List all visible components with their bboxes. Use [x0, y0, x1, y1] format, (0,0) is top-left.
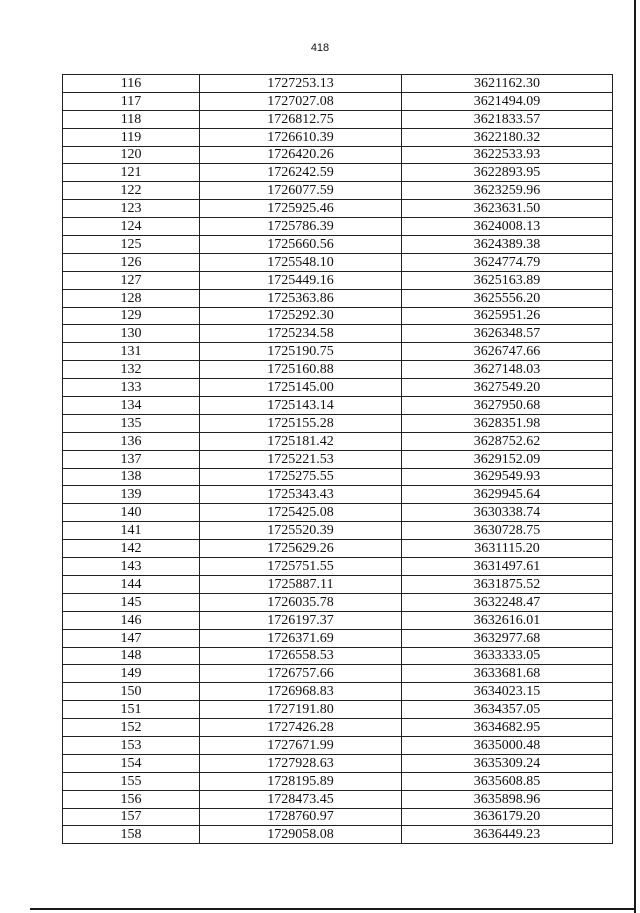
table-row [63, 110, 613, 128]
table-row [63, 397, 613, 415]
point-number-cell: 147 [63, 629, 200, 647]
x-coordinate-cell: 1725221.53 [200, 450, 402, 468]
y-coordinate-cell: 3621162.30 [402, 75, 613, 93]
point-number-cell: 138 [63, 468, 200, 486]
page-edge-bottom [30, 908, 636, 910]
table-row [63, 361, 613, 379]
x-coordinate-cell: 1726035.78 [200, 593, 402, 611]
table-row [63, 128, 613, 146]
y-coordinate-cell: 3625556.20 [402, 289, 613, 307]
y-coordinate-cell: 3632616.01 [402, 611, 613, 629]
point-number-cell: 121 [63, 164, 200, 182]
table-row [63, 826, 613, 844]
table-row [63, 146, 613, 164]
x-coordinate-cell: 1725343.43 [200, 486, 402, 504]
point-number-cell: 149 [63, 665, 200, 683]
x-coordinate-cell: 1725275.55 [200, 468, 402, 486]
y-coordinate-cell: 3627950.68 [402, 397, 613, 415]
y-coordinate-cell: 3624774.79 [402, 253, 613, 271]
point-number-cell: 124 [63, 218, 200, 236]
x-coordinate-cell: 1725160.88 [200, 361, 402, 379]
table-row [63, 164, 613, 182]
y-coordinate-cell: 3623259.96 [402, 182, 613, 200]
y-coordinate-cell: 3630728.75 [402, 522, 613, 540]
point-number-cell: 125 [63, 236, 200, 254]
table-row [63, 75, 613, 93]
coordinates-table-body [63, 75, 613, 844]
y-coordinate-cell: 3633681.68 [402, 665, 613, 683]
x-coordinate-cell: 1725181.42 [200, 432, 402, 450]
table-row [63, 236, 613, 254]
y-coordinate-cell: 3627549.20 [402, 379, 613, 397]
table-row [63, 253, 613, 271]
y-coordinate-cell: 3623631.50 [402, 200, 613, 218]
x-coordinate-cell: 1726757.66 [200, 665, 402, 683]
y-coordinate-cell: 3635309.24 [402, 754, 613, 772]
x-coordinate-cell: 1725292.30 [200, 307, 402, 325]
point-number-cell: 130 [63, 325, 200, 343]
table-row [63, 665, 613, 683]
table-row [63, 307, 613, 325]
y-coordinate-cell: 3634682.95 [402, 719, 613, 737]
x-coordinate-cell: 1727928.63 [200, 754, 402, 772]
point-number-cell: 143 [63, 558, 200, 576]
point-number-cell: 139 [63, 486, 200, 504]
y-coordinate-cell: 3630338.74 [402, 504, 613, 522]
point-number-cell: 145 [63, 593, 200, 611]
point-number-cell: 140 [63, 504, 200, 522]
table-row [63, 182, 613, 200]
table-row [63, 343, 613, 361]
point-number-cell: 156 [63, 790, 200, 808]
point-number-cell: 117 [63, 92, 200, 110]
x-coordinate-cell: 1726968.83 [200, 683, 402, 701]
point-number-cell: 144 [63, 575, 200, 593]
x-coordinate-cell: 1726420.26 [200, 146, 402, 164]
point-number-cell: 157 [63, 808, 200, 826]
table-row [63, 575, 613, 593]
table-row [63, 790, 613, 808]
x-coordinate-cell: 1725751.55 [200, 558, 402, 576]
point-number-cell: 129 [63, 307, 200, 325]
table-row [63, 629, 613, 647]
table-row [63, 754, 613, 772]
y-coordinate-cell: 3635608.85 [402, 772, 613, 790]
point-number-cell: 150 [63, 683, 200, 701]
page-number: 418 [310, 42, 330, 54]
y-coordinate-cell: 3621833.57 [402, 110, 613, 128]
point-number-cell: 132 [63, 361, 200, 379]
x-coordinate-cell: 1727191.80 [200, 701, 402, 719]
point-number-cell: 126 [63, 253, 200, 271]
y-coordinate-cell: 3629152.09 [402, 450, 613, 468]
x-coordinate-cell: 1726242.59 [200, 164, 402, 182]
y-coordinate-cell: 3629945.64 [402, 486, 613, 504]
table-row [63, 218, 613, 236]
point-number-cell: 131 [63, 343, 200, 361]
point-number-cell: 153 [63, 736, 200, 754]
x-coordinate-cell: 1725190.75 [200, 343, 402, 361]
point-number-cell: 127 [63, 271, 200, 289]
y-coordinate-cell: 3625951.26 [402, 307, 613, 325]
y-coordinate-cell: 3634357.05 [402, 701, 613, 719]
table-row [63, 558, 613, 576]
y-coordinate-cell: 3628752.62 [402, 432, 613, 450]
table-row [63, 683, 613, 701]
table-row [63, 468, 613, 486]
y-coordinate-cell: 3622533.93 [402, 146, 613, 164]
x-coordinate-cell: 1728195.89 [200, 772, 402, 790]
point-number-cell: 142 [63, 540, 200, 558]
y-coordinate-cell: 3627148.03 [402, 361, 613, 379]
x-coordinate-cell: 1726371.69 [200, 629, 402, 647]
table-row [63, 719, 613, 737]
point-number-cell: 141 [63, 522, 200, 540]
point-number-cell: 118 [63, 110, 200, 128]
x-coordinate-cell: 1729058.08 [200, 826, 402, 844]
y-coordinate-cell: 3632977.68 [402, 629, 613, 647]
x-coordinate-cell: 1727426.28 [200, 719, 402, 737]
point-number-cell: 148 [63, 647, 200, 665]
y-coordinate-cell: 3624389.38 [402, 236, 613, 254]
point-number-cell: 128 [63, 289, 200, 307]
point-number-cell: 151 [63, 701, 200, 719]
x-coordinate-cell: 1726812.75 [200, 110, 402, 128]
y-coordinate-cell: 3633333.05 [402, 647, 613, 665]
table-row [63, 432, 613, 450]
x-coordinate-cell: 1725629.26 [200, 540, 402, 558]
x-coordinate-cell: 1726197.37 [200, 611, 402, 629]
table-row [63, 271, 613, 289]
x-coordinate-cell: 1725925.46 [200, 200, 402, 218]
table-row [63, 736, 613, 754]
table-row [63, 289, 613, 307]
y-coordinate-cell: 3629549.93 [402, 468, 613, 486]
x-coordinate-cell: 1725520.39 [200, 522, 402, 540]
point-number-cell: 120 [63, 146, 200, 164]
point-number-cell: 133 [63, 379, 200, 397]
table-row [63, 772, 613, 790]
table-row [63, 701, 613, 719]
y-coordinate-cell: 3624008.13 [402, 218, 613, 236]
y-coordinate-cell: 3632248.47 [402, 593, 613, 611]
x-coordinate-cell: 1727253.13 [200, 75, 402, 93]
page-edge-right [634, 0, 636, 913]
point-number-cell: 154 [63, 754, 200, 772]
y-coordinate-cell: 3622180.32 [402, 128, 613, 146]
table-row [63, 522, 613, 540]
x-coordinate-cell: 1725143.14 [200, 397, 402, 415]
table-row [63, 379, 613, 397]
point-number-cell: 116 [63, 75, 200, 93]
table-row [63, 808, 613, 826]
point-number-cell: 136 [63, 432, 200, 450]
x-coordinate-cell: 1727027.08 [200, 92, 402, 110]
coordinates-table [62, 74, 613, 844]
table-row [63, 593, 613, 611]
x-coordinate-cell: 1728760.97 [200, 808, 402, 826]
x-coordinate-cell: 1725234.58 [200, 325, 402, 343]
table-row [63, 611, 613, 629]
point-number-cell: 152 [63, 719, 200, 737]
x-coordinate-cell: 1726558.53 [200, 647, 402, 665]
x-coordinate-cell: 1725363.86 [200, 289, 402, 307]
y-coordinate-cell: 3634023.15 [402, 683, 613, 701]
x-coordinate-cell: 1725887.11 [200, 575, 402, 593]
y-coordinate-cell: 3636449.23 [402, 826, 613, 844]
table-row [63, 325, 613, 343]
x-coordinate-cell: 1725145.00 [200, 379, 402, 397]
y-coordinate-cell: 3621494.09 [402, 92, 613, 110]
table-row [63, 540, 613, 558]
x-coordinate-cell: 1726610.39 [200, 128, 402, 146]
y-coordinate-cell: 3626747.66 [402, 343, 613, 361]
x-coordinate-cell: 1725786.39 [200, 218, 402, 236]
point-number-cell: 123 [63, 200, 200, 218]
table-row [63, 450, 613, 468]
table-row [63, 414, 613, 432]
point-number-cell: 146 [63, 611, 200, 629]
y-coordinate-cell: 3635898.96 [402, 790, 613, 808]
y-coordinate-cell: 3625163.89 [402, 271, 613, 289]
table-row [63, 200, 613, 218]
x-coordinate-cell: 1725155.28 [200, 414, 402, 432]
y-coordinate-cell: 3626348.57 [402, 325, 613, 343]
x-coordinate-cell: 1728473.45 [200, 790, 402, 808]
y-coordinate-cell: 3628351.98 [402, 414, 613, 432]
point-number-cell: 119 [63, 128, 200, 146]
x-coordinate-cell: 1727671.99 [200, 736, 402, 754]
point-number-cell: 158 [63, 826, 200, 844]
x-coordinate-cell: 1725449.16 [200, 271, 402, 289]
table-row [63, 486, 613, 504]
point-number-cell: 137 [63, 450, 200, 468]
x-coordinate-cell: 1725425.08 [200, 504, 402, 522]
x-coordinate-cell: 1726077.59 [200, 182, 402, 200]
point-number-cell: 122 [63, 182, 200, 200]
x-coordinate-cell: 1725548.10 [200, 253, 402, 271]
point-number-cell: 135 [63, 414, 200, 432]
y-coordinate-cell: 3631875.52 [402, 575, 613, 593]
y-coordinate-cell: 3635000.48 [402, 736, 613, 754]
x-coordinate-cell: 1725660.56 [200, 236, 402, 254]
y-coordinate-cell: 3622893.95 [402, 164, 613, 182]
y-coordinate-cell: 3631115.20 [402, 540, 613, 558]
y-coordinate-cell: 3631497.61 [402, 558, 613, 576]
table-row [63, 504, 613, 522]
table-row [63, 647, 613, 665]
y-coordinate-cell: 3636179.20 [402, 808, 613, 826]
point-number-cell: 155 [63, 772, 200, 790]
table-row [63, 92, 613, 110]
point-number-cell: 134 [63, 397, 200, 415]
